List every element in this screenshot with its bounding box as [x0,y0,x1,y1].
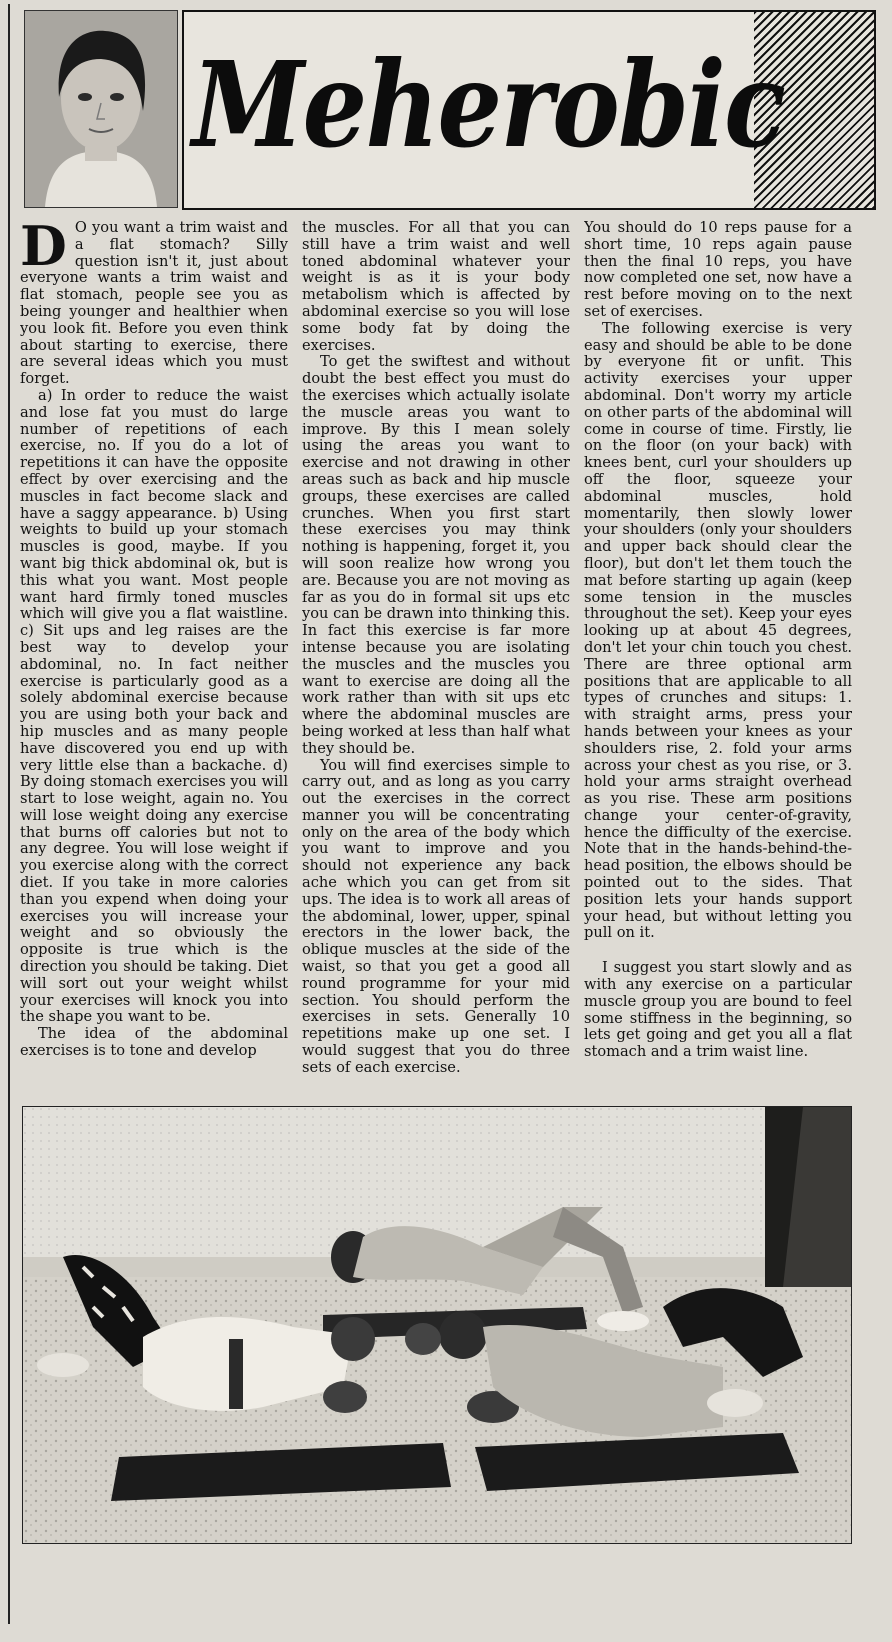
author-portrait [24,10,178,208]
title-banner [182,10,876,210]
article-body [20,220,872,1100]
paragraph: I suggest you start slowly and as with any exercise on a particular muscle group you are bound to feel some stiffness in the beginning, so lets get going and get you all a flat stomach and a trim waist line. [584,959,852,1061]
page-left-rule [8,4,10,1624]
paragraph: You should do 10 reps pause for a short time, 10 reps again pause then the final 10 reps, you have now completed one set, now have a rest before moving on to the next set of exercises. [584,220,852,320]
paragraph: To get the swiftest and without doubt the best effect you must do the exercises which actually isolate the muscle areas you want to improve. By this I mean solely using the areas you want to exercise and not drawing in other areas such as back and hip muscle groups, these exercises are called crunches. When you first start these exercises you may think nothing is happening, forget it, you will soon realize how wrong you are. Because you are not moving as far as you do in formal sit ups etc you can be drawn into thinking this. In fact this exercise is far more intense because you are isolating the muscles and the muscles you want to exercise are doing all the work rather than with sit ups etc where the abdominal muscles are being worked at less than half what they should be. [302,353,570,757]
paragraph: You will find exercises simple to carry out, and as long as you carry out the exercises in the correct manner you will be concentrating only on the area of the body which you want to improve and you should not experience any back ache which you can get from sit ups. The idea is to work all areas of the abdominal, lower, upper, spinal erectors in the lower back, the oblique muscles at the side of the waist, so that you get a good all round programme for your mid section. You should perform the exercises in sets. Generally 10 repetitions make up one set. I would suggest that you do three sets of each exercise. [302,756,570,1076]
exercise-photo [22,1106,852,1544]
paragraph: a) In order to reduce the waist and lose fat you must do large number of repetitions of each exercise, no. If you do a lot of repetitions it can have the opposite effect by over exercising and the muscles in fact become slack and have a saggy appearance. b) Using weights to build up your stomach muscles is good, maybe. If you want big thick abdominal ok, but is this what you want. Most people want hard firmly toned muscles which will give you a flat waistline. c) Sit ups and leg raises are the best way to develop your abdominal, no. In fact neither exercise is particularly good as a solely abdominal exercise because you are using both your back and hip muscles and as many people have discovered you end up with very little else than a backache. d) By doing stomach exercises you will start to lose weight, again no. You will lose weight doing any exercise that burns off calories but not to any degree. You will lose weight if you exercise along with the correct diet. If you take in more calories than you expend when doing your exercises you will increase your weight and so obviously the opposite is true which is the direction you should be taking. Diet will sort out your weight whilst your exercises will knock you into the shape you want to be. [20,386,288,1026]
article-column-3 [584,220,852,1100]
drop-cap: D [20,220,67,278]
page-title: Meherobic [192,35,785,174]
exercise-photo-image [23,1107,851,1543]
portrait-image [25,11,177,207]
paragraph: the muscles. For all that you can still have a trim waist and well toned abdominal whatever your weight is as it is your body metabolism which is affected by abdominal exercise so you will lose some body fat by doing the exercises. [302,220,570,354]
paragraph: The following exercise is very easy and should be able to be done by everyone fit or unfit. This activity exercises your upper abdominal. Don't worry my article on other parts of the abdominal will come in course of time. Firstly, lie on the floor (on your back) with knees bent, curl your shoulders up off the floor, squeeze your abdominal muscles, hold momentarily, then slowly lower your shoulders (only your shoulders and upper back should clear the floor), but don't let them touch the mat before starting up again (keep some tension in the muscles throughout the set). Keep your eyes looking up at about 45 degrees, don't let your chin touch you chest. There are three optional arm positions that are applicable to all types of crunches and situps: 1. with straight arms, press your hands between your knees as your shoulders rise, 2. fold your arms across your chest as you rise, or 3. hold your arms straight overhead as you rise. These arm positions change your center-of-gravity, hence the difficulty of the exercise. Note that in the hands-behind-the-head position, the elbows should be pointed out to the sides. That position lets your hands support your head, but without letting you pull on it. [584,319,852,942]
article-column-1 [20,220,288,1100]
paragraph: D O you want a trim waist and a flat stomach? Silly question isn't it, just about everyone wants a trim waist and flat stomach, people see you as being younger and healthier when you look fit. Before you even think about starting to exercise, there are several ideas which you must forget. [20,220,288,388]
article-column-2 [302,220,570,1100]
paragraph: The idea of the abdominal exercises is to tone and develop [20,1025,288,1060]
masthead [14,8,884,208]
